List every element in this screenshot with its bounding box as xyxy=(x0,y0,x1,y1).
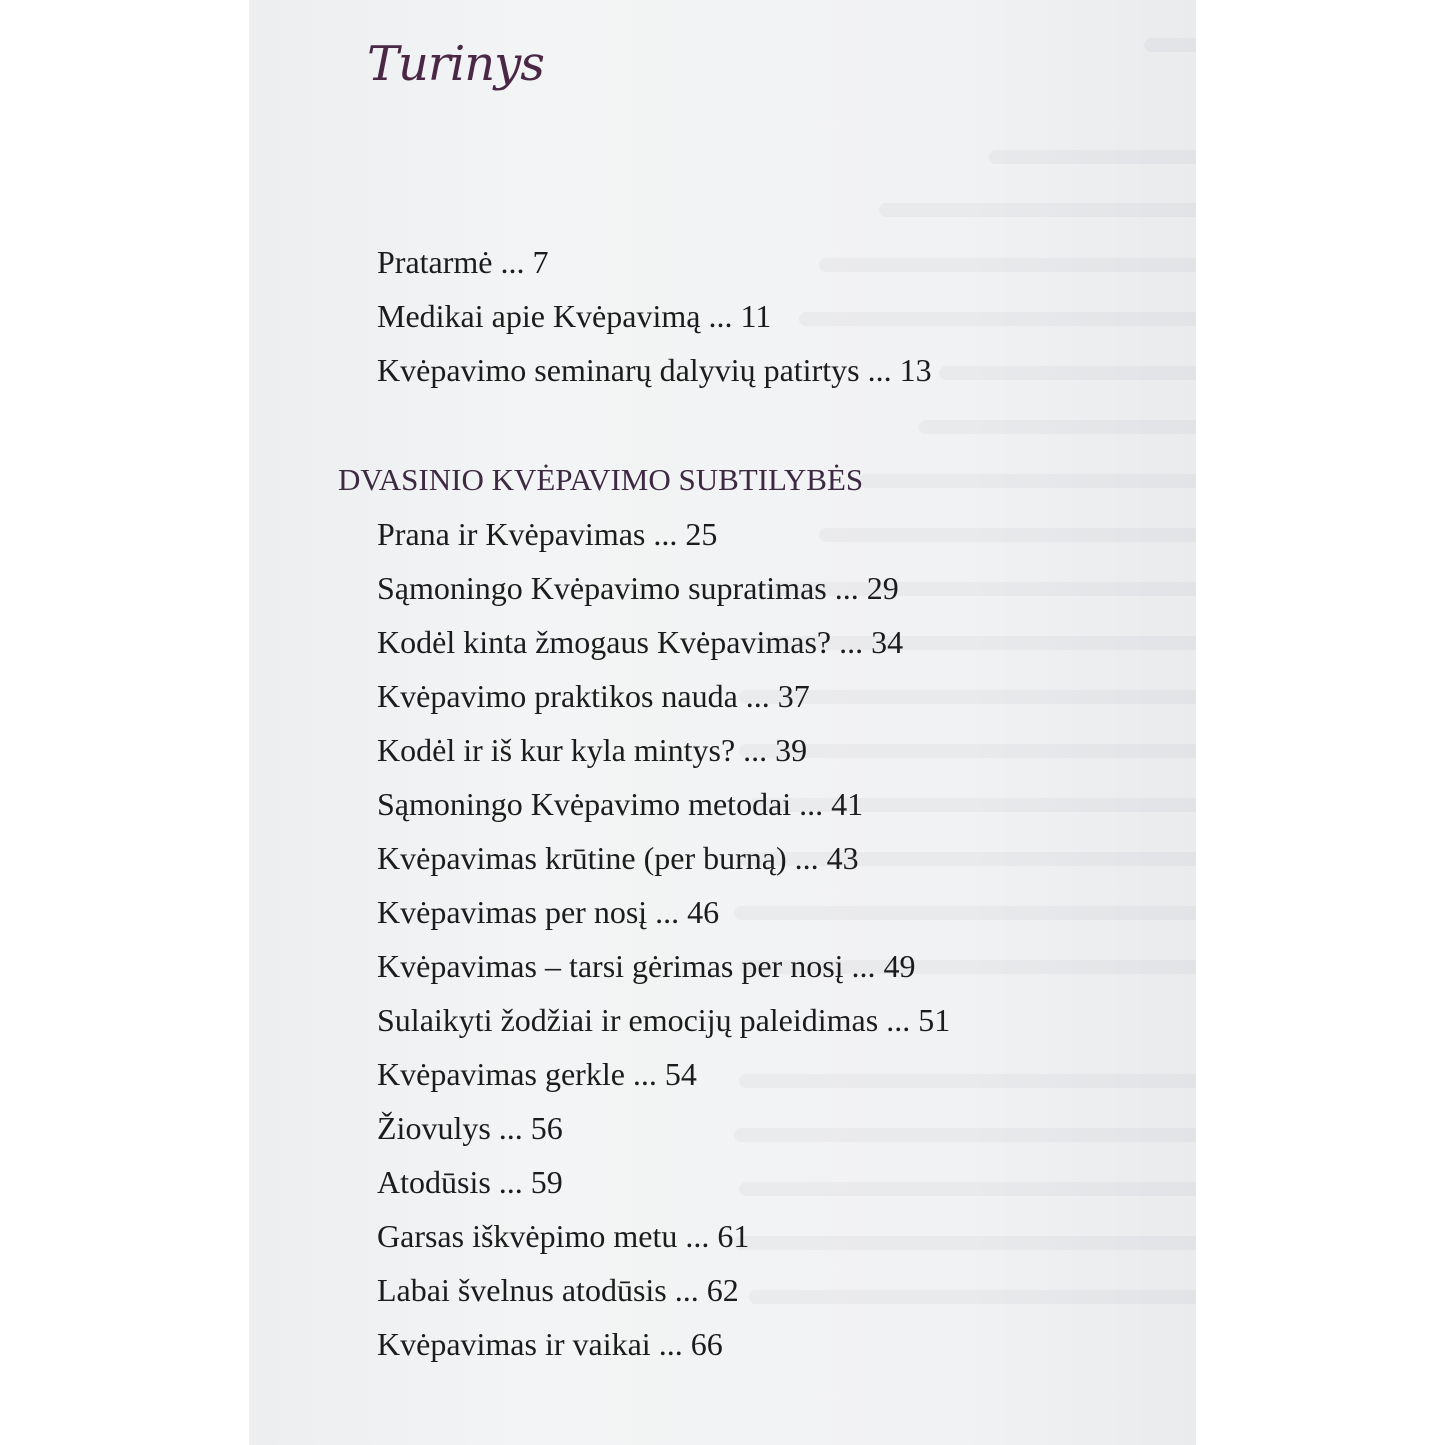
toc-entry: Prana ir Kvėpavimas ... 25 xyxy=(377,516,718,552)
bleed-line xyxy=(879,203,1196,217)
bleed-line xyxy=(989,150,1196,164)
bleed-line xyxy=(919,420,1196,434)
bleed-line xyxy=(819,528,1196,542)
toc-entry: Kvėpavimas per nosį ... 46 xyxy=(377,894,720,930)
page-title: Turinys xyxy=(367,36,544,92)
toc-entry: Sulaikyti žodžiai ir emocijų paleidimas ... 51 xyxy=(377,1002,951,1038)
toc-entry: Kvėpavimas – tarsi gėrimas per nosį ... 49 xyxy=(377,948,916,984)
toc-entry: Kvėpavimo praktikos nauda ... 37 xyxy=(377,678,810,714)
bleed-line xyxy=(739,1074,1196,1088)
bleed-line xyxy=(734,1128,1196,1142)
book-page xyxy=(249,0,1196,1445)
bleed-line xyxy=(799,312,1196,326)
toc-entry: Sąmoningo Kvėpavimo supratimas ... 29 xyxy=(377,570,899,606)
bleed-line xyxy=(739,1182,1196,1196)
bleed-line xyxy=(739,744,1196,758)
bleed-line xyxy=(859,474,1196,488)
bleed-line xyxy=(749,1290,1196,1304)
toc-entry: Kodėl kinta žmogaus Kvėpavimas? ... 34 xyxy=(377,624,904,660)
toc-entry: Garsas iškvėpimo metu ... 61 xyxy=(377,1218,750,1254)
toc-entry: Kvėpavimas ir vaikai ... 66 xyxy=(377,1326,723,1362)
show-through-text xyxy=(719,0,1196,1445)
toc-entry: Pratarmė ... 7 xyxy=(377,244,549,280)
section-heading: DVASINIO KVĖPAVIMO SUBTILYBĖS xyxy=(338,462,864,497)
toc-entry: Kvėpavimo seminarų dalyvių patirtys ... 13 xyxy=(377,352,932,388)
toc-entry: Kvėpavimas gerkle ... 54 xyxy=(377,1056,697,1092)
bleed-line xyxy=(939,366,1196,380)
bleed-line xyxy=(1144,38,1196,52)
bleed-line xyxy=(819,258,1196,272)
toc-entry: Labai švelnus atodūsis ... 62 xyxy=(377,1272,739,1308)
toc-entry: Sąmoningo Kvėpavimo metodai ... 41 xyxy=(377,786,864,822)
toc-entry: Kodėl ir iš kur kyla mintys? ... 39 xyxy=(377,732,808,768)
toc-entry: Atodūsis ... 59 xyxy=(377,1164,563,1200)
bleed-line xyxy=(734,1236,1196,1250)
toc-entry: Medikai apie Kvėpavimą ... 11 xyxy=(377,298,772,334)
toc-entry: Žiovulys ... 56 xyxy=(377,1110,563,1146)
bleed-line xyxy=(734,906,1196,920)
toc-entry: Kvėpavimas krūtine (per burną) ... 43 xyxy=(377,840,859,876)
